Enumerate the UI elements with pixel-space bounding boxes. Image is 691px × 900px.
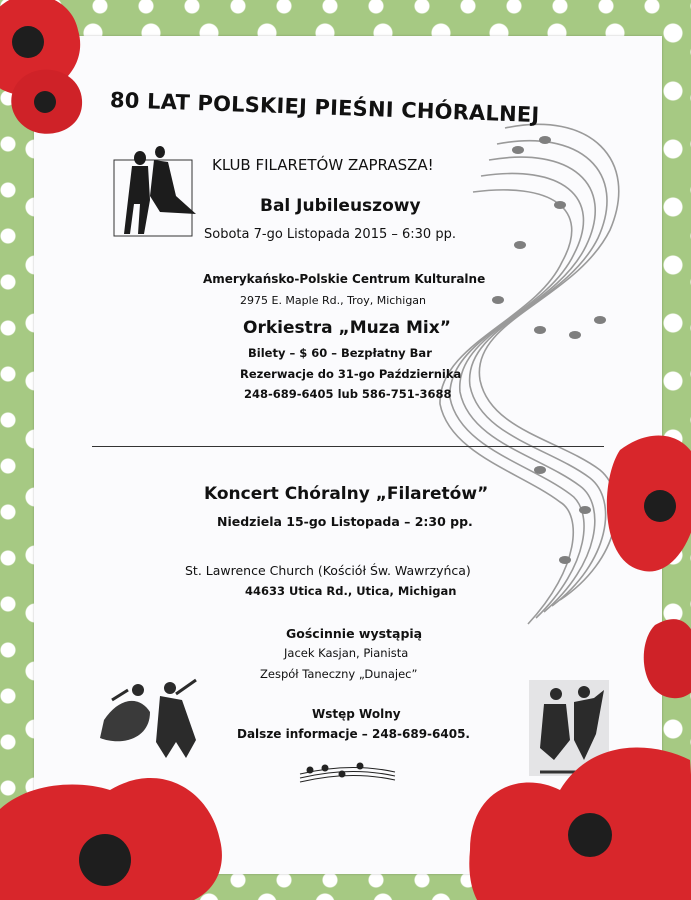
ball-orchestra: Orkiestra „Muza Mix” [243,318,451,338]
concert-venue: St. Lawrence Church (Kościół Św. Wawrzyńca) [185,563,471,578]
ball-date: Sobota 7-go Listopada 2015 – 6:30 pp. [204,227,456,242]
ball-tickets: Bilety – $ 60 – Bezpłatny Bar [248,346,432,360]
ball-reservation: Rezerwacje do 31-go Października [240,367,462,381]
invitation-line: KLUB FILARETÓW ZAPRASZA! [212,156,434,174]
ball-venue: Amerykańsko-Polskie Centrum Kulturalne [203,272,486,286]
page-headline: 80 LAT POLSKIEJ PIEŚNI CHÓRALNEJ [109,88,540,127]
concert-title: Koncert Chóralny „Filaretów” [204,484,489,504]
section-divider [92,446,604,447]
guests-heading: Gościnnie wystąpią [286,626,423,641]
ball-address: 2975 E. Maple Rd., Troy, Michigan [240,294,427,307]
info-line: Dalsze informacje – 248-689-6405. [237,727,470,741]
ball-phones: 248-689-6405 lub 586-751-3688 [244,387,452,401]
guest-item: Jacek Kasjan, Pianista [284,646,409,660]
entry-note: Wstęp Wolny [312,707,401,721]
ball-title: Bal Jubileuszowy [260,196,421,216]
guest-item: Zespół Taneczny „Dunajec” [260,667,418,681]
concert-date: Niedziela 15-go Listopada – 2:30 pp. [217,514,473,529]
concert-address: 44633 Utica Rd., Utica, Michigan [245,584,457,598]
